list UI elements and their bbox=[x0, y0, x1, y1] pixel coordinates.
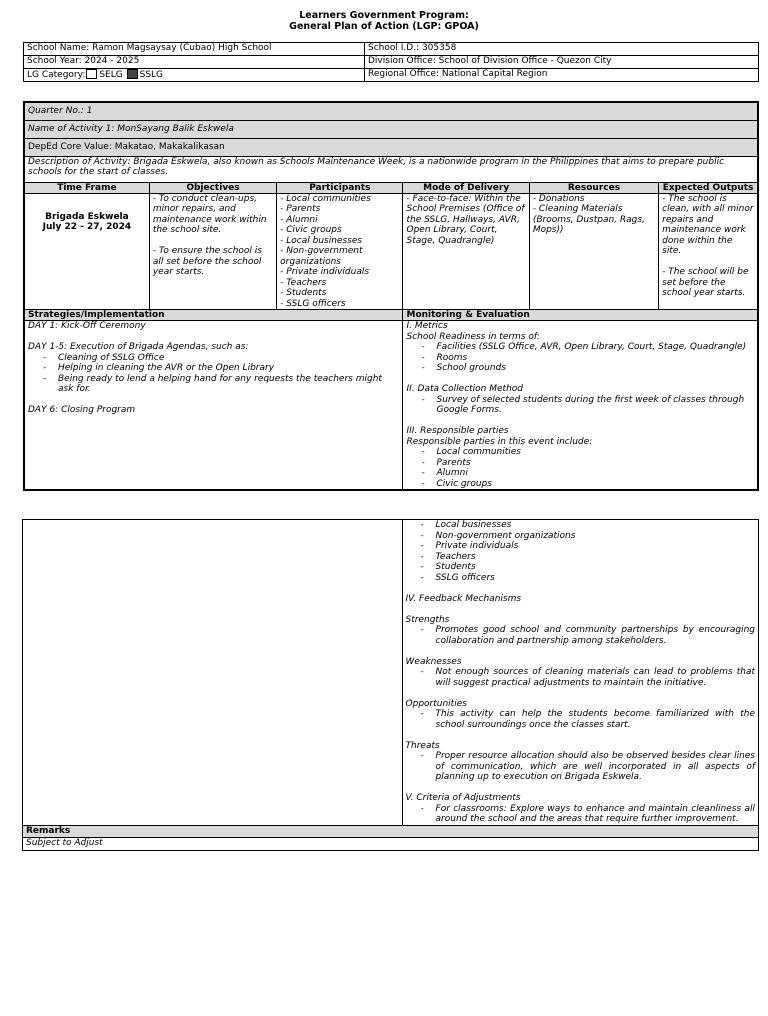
continuation-row bbox=[23, 520, 759, 826]
col-participants: Participants bbox=[277, 182, 403, 193]
activity-description: Description of Activity: Brigada Eskwela, also known as Schools Maintenance Week, is a nationwide program in the Philippines that aims to prepare public schools for the start of classes. bbox=[24, 156, 758, 182]
lg-category bbox=[24, 69, 365, 82]
objectives-cell bbox=[149, 193, 276, 310]
participant-item: - Civic groups bbox=[280, 225, 342, 235]
criteria-list bbox=[406, 804, 755, 825]
monitoring-continued-cell bbox=[402, 520, 758, 826]
participants-cell bbox=[277, 193, 403, 310]
resource-item: - Cleaning Materials (Brooms, Dustpan, Rags, Mops)) bbox=[532, 204, 645, 235]
metric-item: - Facilities (SSLG Office, AVR, Open Library, Court, Stage, Quadrangle) bbox=[406, 342, 754, 353]
data-collection-list bbox=[406, 395, 754, 416]
strategies-cell bbox=[24, 321, 403, 491]
strategies-continued-cell bbox=[23, 520, 403, 826]
resource-item: - Donations bbox=[532, 193, 585, 204]
opportunities-title: Opportunities bbox=[405, 698, 467, 709]
responsible-item: - Alumni bbox=[406, 468, 754, 479]
sslg-label: SSLG bbox=[139, 70, 164, 80]
time-frame-event: Brigada Eskwela bbox=[45, 211, 129, 222]
day-1: DAY 1: Kick-Off Ceremony bbox=[28, 321, 146, 331]
monitoring-cell bbox=[403, 321, 758, 491]
weakness-item: - Not enough sources of cleaning materials can lead to problems that will suggest practical adjustments to maintain the initiative. bbox=[406, 667, 755, 688]
monitoring-header: Monitoring & Evaluation bbox=[403, 310, 758, 321]
col-resources: Resources bbox=[529, 182, 658, 193]
school-year: School Year: 2024 - 2025 bbox=[24, 56, 365, 69]
participant-item: - Non-government organizations bbox=[280, 246, 363, 267]
responsible-list-continued bbox=[406, 520, 755, 583]
quarter-number: Quarter No.: 1 bbox=[24, 102, 758, 120]
activity-name: Name of Activity 1: MonSayang Balik Eskwela bbox=[24, 120, 758, 138]
criteria-title: V. Criteria of Adjustments bbox=[405, 793, 521, 803]
plan-row bbox=[24, 193, 758, 310]
col-mode-of-delivery: Mode of Delivery bbox=[403, 182, 529, 193]
weaknesses-title: Weaknesses bbox=[405, 656, 462, 667]
agenda-item: - Cleaning of SSLG Office bbox=[28, 353, 399, 364]
lg-category-label: LG Category: bbox=[27, 70, 86, 80]
division-office: Division Office: School of Division Office - Quezon City bbox=[365, 56, 759, 69]
day-1-5: DAY 1-5: Execution of Brigada Agendas, such as: bbox=[28, 342, 249, 352]
metrics-title: I. Metrics bbox=[406, 321, 448, 331]
remarks-text: Subject to Adjust bbox=[23, 837, 759, 850]
metrics-intro: School Readiness in terms of: bbox=[406, 331, 541, 342]
responsible-item: - Private individuals bbox=[406, 541, 755, 552]
threats-list bbox=[406, 751, 755, 783]
column-header-row bbox=[24, 182, 758, 193]
objective-2: - To ensure the school is all set before the school year starts. bbox=[152, 246, 262, 277]
participant-item: - SSLG officers bbox=[280, 298, 346, 309]
activity-plan-table bbox=[23, 101, 759, 491]
day-6: DAY 6: Closing Program bbox=[28, 405, 136, 415]
col-expected-outputs: Expected Outputs bbox=[659, 182, 758, 193]
mode-of-delivery-cell: - Face-to-face: Within the School Premises (Office of the SSLG, Hallways, AVR, Open Library, Court, Stage, Quadrangle) bbox=[403, 193, 529, 310]
responsible-item: - Local communities bbox=[406, 447, 754, 458]
metric-item: - School grounds bbox=[406, 363, 754, 374]
time-frame-cell bbox=[24, 193, 149, 310]
expected-outputs-cell bbox=[659, 193, 758, 310]
threat-item: - Proper resource allocation should also be observed besides clear lines of communication, which are well incorporated in all aspects of planning up to execution on Brigada Eskwela. bbox=[406, 751, 755, 783]
agenda-item: - Helping in cleaning the AVR or the Open Library bbox=[28, 363, 399, 374]
participant-item: - Private individuals bbox=[280, 267, 370, 277]
core-value: DepEd Core Value: Makatao, Makakalikasan bbox=[24, 138, 758, 156]
responsible-list bbox=[406, 447, 754, 489]
school-id: School I.D.: 305358 bbox=[365, 43, 759, 56]
responsible-item: - Non-government organizations bbox=[406, 531, 755, 542]
criteria-item: - For classrooms: Explore ways to enhance and maintain cleanliness all around the school and the areas that require further improvement. bbox=[406, 804, 755, 825]
continuation-table bbox=[22, 519, 759, 851]
data-collection-title: II. Data Collection Method bbox=[406, 384, 523, 394]
time-frame-dates: July 22 - 27, 2024 bbox=[42, 222, 132, 232]
col-time-frame: Time Frame bbox=[24, 182, 149, 193]
sslg-checkbox[interactable] bbox=[127, 69, 138, 79]
col-objectives: Objectives bbox=[149, 182, 276, 193]
responsible-item: - Parents bbox=[406, 458, 754, 469]
strategies-header: Strategies/Implementation bbox=[24, 310, 403, 321]
school-name: School Name: Ramon Magsaysay (Cubao) High School bbox=[24, 43, 365, 56]
responsible-item: - Civic groups bbox=[406, 479, 754, 490]
title-line-1: Learners Government Program: bbox=[299, 10, 469, 21]
responsible-item: - Local businesses bbox=[406, 520, 755, 531]
participant-item: - Teachers bbox=[280, 277, 327, 288]
responsible-item: - Students bbox=[406, 562, 755, 573]
opportunity-item: - This activity can help the students become familiarized with the school surroundings once the classes start. bbox=[406, 709, 755, 730]
responsible-intro: Responsible parties in this event include: bbox=[406, 436, 593, 447]
responsible-title: III. Responsible parties bbox=[406, 426, 509, 436]
regional-office: Regional Office: National Capital Region bbox=[365, 69, 759, 82]
remarks-header: Remarks bbox=[23, 825, 759, 837]
responsible-item: - Teachers bbox=[406, 552, 755, 563]
expected-output-2: - The school will be set before the school year starts. bbox=[662, 267, 749, 298]
expected-output-1: - The school is clean, with all minor repairs and maintenance work done within the site. bbox=[662, 193, 754, 256]
remarks-header-row bbox=[23, 825, 759, 837]
title-line-2: General Plan of Action (LGP: GPOA) bbox=[289, 20, 479, 32]
data-collection-item: - Survey of selected students during the first week of classes through Google Forms. bbox=[406, 395, 754, 416]
resources-cell bbox=[529, 193, 658, 310]
school-info-table bbox=[23, 42, 759, 82]
remarks-row bbox=[23, 837, 759, 850]
opportunities-list bbox=[406, 709, 755, 730]
selg-checkbox[interactable] bbox=[86, 69, 97, 79]
feedback-title: IV. Feedback Mechanisms bbox=[405, 593, 522, 604]
section-header-row bbox=[24, 310, 758, 321]
weaknesses-list bbox=[406, 667, 755, 688]
participant-item: - Local communities bbox=[280, 193, 371, 204]
strategies-monitoring-row bbox=[24, 321, 758, 491]
threats-title: Threats bbox=[405, 740, 440, 751]
participant-item: - Alumni bbox=[280, 214, 318, 225]
participant-item: - Local businesses bbox=[280, 235, 363, 246]
objective-1: - To conduct clean-ups, minor repairs, and maintenance work within the school site. bbox=[152, 193, 267, 235]
participant-item: - Parents bbox=[280, 204, 321, 214]
selg-label: SELG bbox=[99, 70, 123, 80]
strength-item: - Promotes good school and community partnerships by encouraging collaboration and partnership among stakeholders. bbox=[406, 625, 755, 646]
strengths-list bbox=[406, 625, 755, 646]
document-title bbox=[0, 11, 768, 32]
metric-item: - Rooms bbox=[406, 353, 754, 364]
metrics-list bbox=[406, 342, 754, 374]
agenda-item: - Being ready to lend a helping hand for any requests the teachers might ask for. bbox=[28, 374, 399, 395]
strengths-title: Strengths bbox=[405, 614, 450, 625]
responsible-item: - SSLG officers bbox=[406, 573, 755, 584]
agenda-list bbox=[28, 353, 399, 395]
participant-item: - Students bbox=[280, 288, 327, 298]
